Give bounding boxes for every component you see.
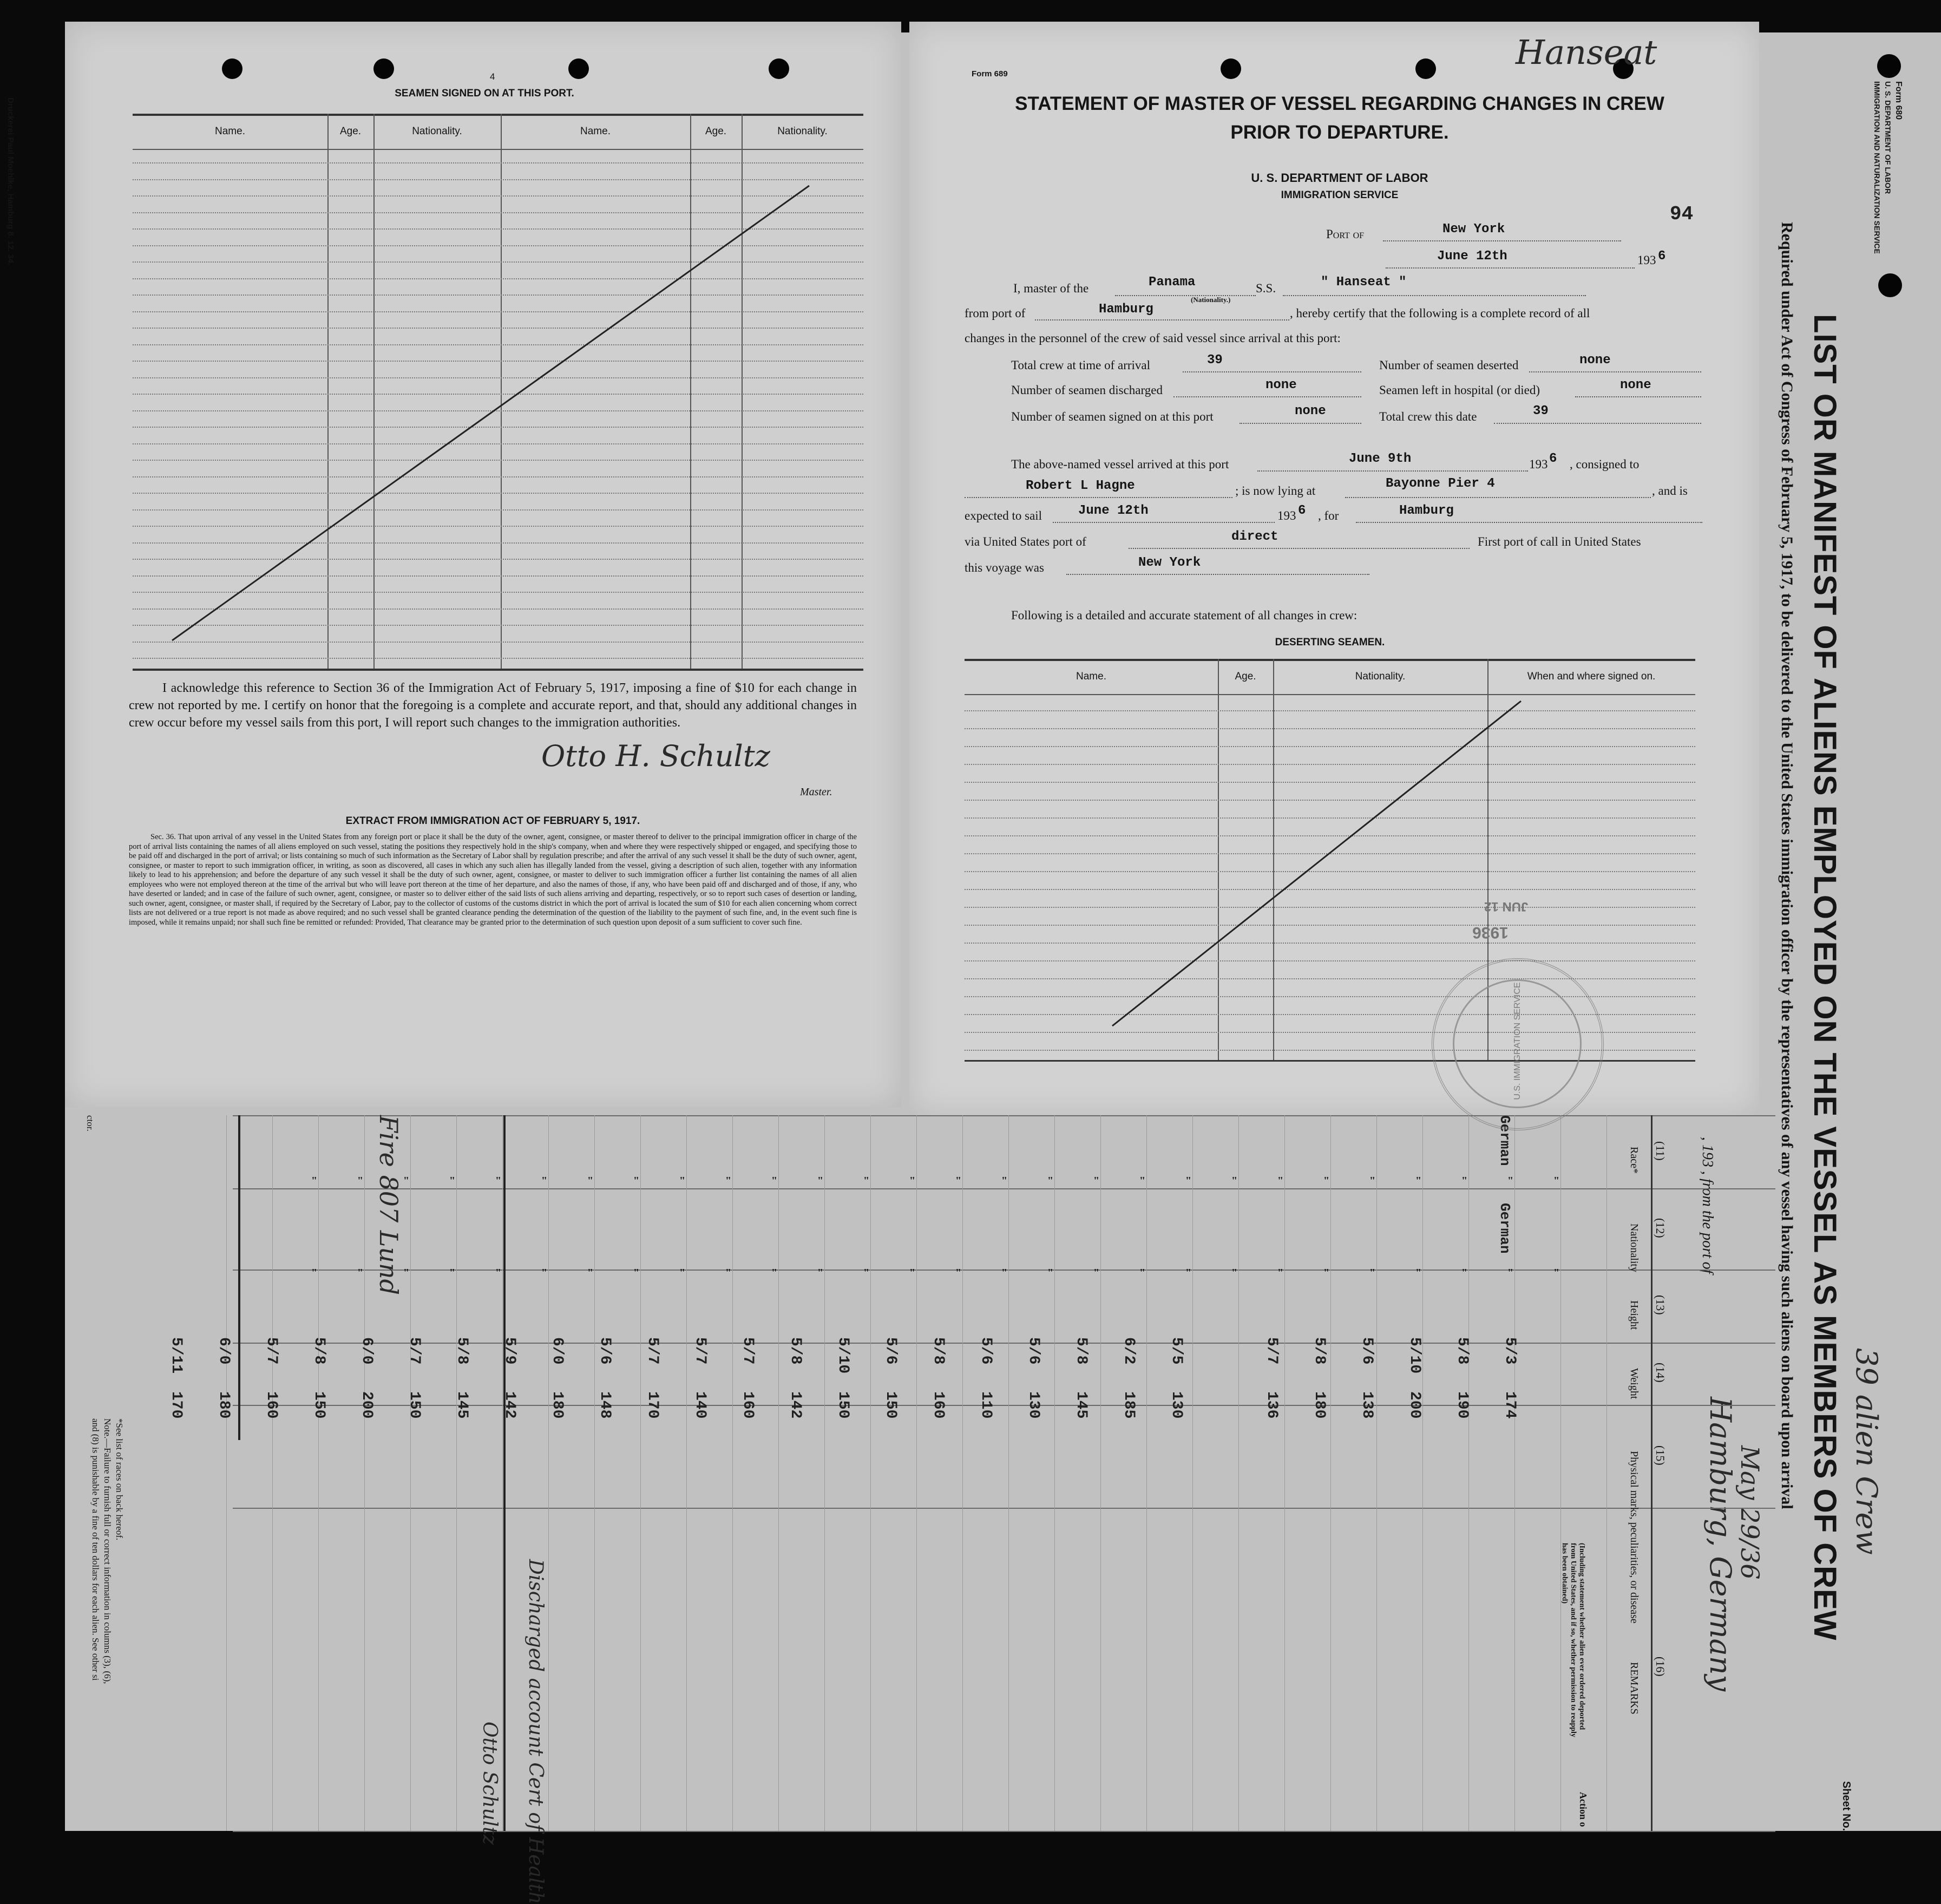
ditto-mark: " bbox=[1461, 1175, 1468, 1187]
year-prefix: 193 bbox=[1637, 253, 1656, 267]
ditto-mark: " bbox=[357, 1267, 364, 1279]
printer-imprint: Druckerei Paul Moehlke, Hamburg 8. 12. 34. bbox=[6, 97, 15, 266]
weight-cell: 180 bbox=[549, 1391, 566, 1419]
nationality-caption: (Nationality.) bbox=[1191, 296, 1231, 304]
ditto-mark: " bbox=[587, 1267, 594, 1279]
height-cell: 5/7 bbox=[263, 1337, 280, 1365]
weight-cell: 140 bbox=[692, 1391, 709, 1419]
manifest-column-header: REMARKS bbox=[1628, 1662, 1640, 1715]
discharged-label: Number of seamen discharged bbox=[1011, 383, 1163, 397]
column-header: Nationality. bbox=[777, 126, 828, 137]
height-cell: 5/9 bbox=[501, 1337, 518, 1365]
height-cell: 5/6 bbox=[1359, 1337, 1375, 1365]
ditto-mark: " bbox=[1231, 1175, 1238, 1187]
ditto-mark: " bbox=[817, 1175, 824, 1187]
weight-cell: 145 bbox=[454, 1391, 470, 1419]
ditto-mark: " bbox=[955, 1267, 962, 1279]
ditto-mark: " bbox=[909, 1175, 916, 1187]
handwritten-arrival-date: May 29/36 bbox=[1735, 1445, 1765, 1580]
height-cell: 5/10 bbox=[835, 1337, 851, 1374]
consignee-value: Robert L Hagne bbox=[1026, 479, 1135, 493]
footnote-races: *See list of races on back hereof. bbox=[114, 1418, 124, 1541]
ditto-mark: " bbox=[1507, 1267, 1514, 1279]
height-cell: 5/8 bbox=[311, 1337, 327, 1365]
action-header: Action o bbox=[1578, 1792, 1589, 1827]
weight-cell: 145 bbox=[1073, 1391, 1090, 1419]
height-cell: 5/3 bbox=[1501, 1337, 1518, 1365]
arrived-label: The above-named vessel arrived at this port bbox=[1011, 457, 1229, 471]
ditto-mark: " bbox=[863, 1267, 870, 1279]
ditto-mark: " bbox=[1369, 1267, 1376, 1279]
consigned-label: , consigned to bbox=[1570, 457, 1640, 471]
manifest-column-header: Physical marks, peculiarities, or disease bbox=[1628, 1451, 1640, 1624]
ditto-mark: " bbox=[1323, 1175, 1330, 1187]
ditto-mark: " bbox=[403, 1267, 410, 1279]
ditto-mark: " bbox=[725, 1175, 732, 1187]
handwritten-ship-name: Hanseat bbox=[1516, 32, 1657, 72]
deserting-title: DESERTING SEAMEN. bbox=[1275, 637, 1385, 648]
manifest-department: U. S. DEPARTMENT OF LABOR bbox=[1884, 81, 1892, 194]
ditto-mark: " bbox=[1553, 1175, 1560, 1187]
signature-role: Master. bbox=[800, 786, 832, 798]
stamp-ring-text: U.S. IMMIGRATION SERVICE bbox=[1513, 982, 1522, 1100]
acknowledgement-text: I acknowledge this reference to Section 36 of the Immigration Act of February 5, 1917, imposing a fine of $10 for each change in crew not reported by me. I certify on honor that the foregoing is a complete and accurate report, and that, should any additional changes in crew occur before my vessel sails from this port, I will report such changes to the immigration authorities. bbox=[129, 681, 857, 730]
ditto-mark: " bbox=[1461, 1267, 1468, 1279]
manifest-service: IMMIGRATION AND NATURALIZATION SERVICE bbox=[1873, 81, 1881, 254]
ditto-mark: " bbox=[679, 1267, 686, 1279]
manifest-column-header: Height bbox=[1628, 1300, 1640, 1330]
weight-cell: 180 bbox=[1311, 1391, 1328, 1419]
total-crew-date-value: 39 bbox=[1533, 404, 1549, 418]
column-header: Nationality. bbox=[412, 126, 462, 137]
weight-cell: 160 bbox=[930, 1391, 947, 1419]
weight-cell: 138 bbox=[1359, 1391, 1375, 1419]
height-cell: 5/6 bbox=[596, 1337, 613, 1365]
form-number: Form 689 bbox=[972, 69, 1008, 78]
hospital-label: Seamen left in hospital (or died) bbox=[1379, 383, 1540, 397]
department-name: U. S. DEPARTMENT OF LABOR bbox=[1251, 171, 1428, 185]
column-header: Name. bbox=[580, 126, 611, 137]
height-cell: 5/8 bbox=[930, 1337, 947, 1365]
remarks-note: (Including statement whether alien ever ordered deported from United States, and if so, whether permission to reapply has been obtained) bbox=[1560, 1543, 1586, 1737]
and-is-label: , and is bbox=[1652, 484, 1688, 498]
ditto-mark: " bbox=[1231, 1267, 1238, 1279]
manifest-column-number: (12) bbox=[1654, 1218, 1667, 1238]
year-suffix-expected: 6 bbox=[1298, 503, 1306, 518]
expected-value: June 12th bbox=[1078, 503, 1149, 518]
weight-cell: 142 bbox=[787, 1391, 804, 1419]
footnote-fine: and (8) is punishable by a fine of ten dollars for each alien. See other si bbox=[90, 1418, 101, 1681]
manifest-column-header: Nationality bbox=[1628, 1223, 1640, 1272]
from-port-label: from port of bbox=[965, 306, 1026, 320]
ditto-mark: " bbox=[357, 1175, 364, 1187]
form-title-line1: STATEMENT OF MASTER OF VESSEL REGARDING CHANGES IN CREW bbox=[1015, 93, 1664, 114]
manifest-column-number: (14) bbox=[1654, 1363, 1667, 1383]
weight-cell: 136 bbox=[1263, 1391, 1280, 1419]
punch-hole bbox=[1877, 54, 1901, 78]
height-cell: 6/0 bbox=[215, 1337, 232, 1365]
height-cell: 5/8 bbox=[787, 1337, 804, 1365]
ditto-mark: " bbox=[1323, 1267, 1330, 1279]
weight-cell: 130 bbox=[1025, 1391, 1042, 1419]
height-cell: 5/7 bbox=[1263, 1337, 1280, 1365]
height-cell: 5/7 bbox=[739, 1337, 756, 1365]
ditto-mark: " bbox=[587, 1175, 594, 1187]
ditto-mark: " bbox=[909, 1267, 916, 1279]
arrived-value: June 9th bbox=[1349, 452, 1412, 466]
weight-cell: 190 bbox=[1454, 1391, 1471, 1419]
ditto-mark: " bbox=[1093, 1267, 1100, 1279]
seamen-signed-title: SEAMEN SIGNED ON AT THIS PORT. bbox=[395, 88, 574, 99]
ditto-mark: " bbox=[541, 1267, 548, 1279]
height-cell: 6/2 bbox=[1120, 1337, 1137, 1365]
handwritten-remark-discharged: Discharged account Cert of Health bbox=[524, 1559, 547, 1904]
deserted-label: Number of seamen deserted bbox=[1379, 358, 1519, 372]
ditto-mark: " bbox=[495, 1175, 502, 1187]
weight-cell: 174 bbox=[1501, 1391, 1518, 1419]
height-cell: 6/0 bbox=[549, 1337, 566, 1365]
height-cell: 5/8 bbox=[454, 1337, 470, 1365]
ditto-mark: " bbox=[495, 1267, 502, 1279]
page-number: 4 bbox=[490, 71, 495, 82]
manifest-column-header: Race* bbox=[1628, 1147, 1640, 1174]
ditto-mark: " bbox=[1277, 1175, 1284, 1187]
ditto-mark: " bbox=[1139, 1175, 1146, 1187]
weight-cell: 148 bbox=[596, 1391, 613, 1419]
manifest-column-number: (15) bbox=[1654, 1445, 1667, 1465]
ditto-mark: " bbox=[771, 1175, 778, 1187]
total-crew-arrival-label: Total crew at time of arrival bbox=[1011, 358, 1151, 372]
ditto-mark: " bbox=[863, 1175, 870, 1187]
nationality-value: Panama bbox=[1149, 275, 1196, 290]
ditto-mark: " bbox=[1415, 1267, 1422, 1279]
year-suffix: 6 bbox=[1658, 249, 1666, 264]
signed-on-value: none bbox=[1295, 404, 1326, 418]
immigration-stamp bbox=[1432, 958, 1604, 1130]
manifest-subtitle: Required under Act of Congress of February 5, 1917, to be delivered to the United States immigration officer by the representatives of any vessel having such aliens on board upon arrival bbox=[1778, 222, 1796, 1509]
first-port-label: First port of call in United States bbox=[1478, 535, 1641, 548]
ditto-mark: " bbox=[1047, 1175, 1054, 1187]
year-label-expected: 193 bbox=[1277, 509, 1296, 522]
weight-cell: 160 bbox=[739, 1391, 756, 1419]
height-cell: 5/6 bbox=[1025, 1337, 1042, 1365]
page-number-94: 94 bbox=[1670, 203, 1694, 225]
for-value: Hamburg bbox=[1399, 503, 1454, 518]
from-port-value: Hamburg bbox=[1099, 302, 1153, 317]
total-crew-date-label: Total crew this date bbox=[1379, 410, 1477, 423]
weight-cell: 150 bbox=[406, 1391, 423, 1419]
handwritten-crew-count: 39 alien Crew bbox=[1850, 1348, 1884, 1555]
weight-cell: 110 bbox=[978, 1391, 994, 1419]
ditto-mark: " bbox=[633, 1267, 640, 1279]
height-cell: 5/8 bbox=[1311, 1337, 1328, 1365]
ditto-mark: " bbox=[1369, 1175, 1376, 1187]
ditto-mark: " bbox=[1093, 1175, 1100, 1187]
footnote-note: Note.—Failure to furnish full or correct information in columns (3), (6), bbox=[102, 1418, 113, 1684]
ditto-mark: " bbox=[955, 1175, 962, 1187]
discharged-value: none bbox=[1265, 378, 1297, 392]
total-crew-arrival-value: 39 bbox=[1207, 353, 1223, 368]
ditto-mark: " bbox=[1415, 1175, 1422, 1187]
ditto-mark: " bbox=[1139, 1267, 1146, 1279]
following-text: Following is a detailed and accurate statement of all changes in crew: bbox=[1011, 609, 1358, 622]
weight-cell: 170 bbox=[168, 1391, 185, 1419]
ditto-mark: " bbox=[1047, 1267, 1054, 1279]
ditto-mark: " bbox=[725, 1267, 732, 1279]
height-cell: 5/6 bbox=[978, 1337, 994, 1365]
certify-text: , hereby certify that the following is a complete record of all bbox=[1290, 306, 1590, 320]
handwritten-remark-fire: Fire 807 Lund bbox=[374, 1115, 403, 1295]
ditto-mark: " bbox=[679, 1175, 686, 1187]
deserting-column-header: Age. bbox=[1235, 671, 1256, 682]
race-first: German bbox=[1497, 1115, 1513, 1166]
voyage-value: New York bbox=[1138, 555, 1201, 570]
height-cell: 5/8 bbox=[1454, 1337, 1471, 1365]
handwritten-remark-signature: Otto Schultz bbox=[478, 1722, 501, 1845]
weight-cell: 142 bbox=[501, 1391, 518, 1419]
hospital-value: none bbox=[1620, 378, 1651, 392]
manifest-column-number: (13) bbox=[1654, 1295, 1667, 1315]
service-name: IMMIGRATION SERVICE bbox=[1281, 189, 1399, 201]
lying-label: ; is now lying at bbox=[1235, 484, 1316, 498]
ditto-mark: " bbox=[771, 1267, 778, 1279]
nationality-first: German bbox=[1497, 1203, 1513, 1254]
ditto-mark: " bbox=[1185, 1267, 1192, 1279]
master-of-label: I, master of the bbox=[1013, 282, 1089, 295]
vessel-value: " Hanseat " bbox=[1321, 275, 1407, 290]
year-label-arrived: 193 bbox=[1529, 457, 1548, 471]
manifest-title: LIST OR MANIFEST OF ALIENS EMPLOYED ON THE VESSEL AS MEMBERS OF CREW bbox=[1807, 314, 1842, 1641]
height-cell: 5/7 bbox=[644, 1337, 661, 1365]
ditto-mark: " bbox=[1553, 1267, 1560, 1279]
form-title-line2: PRIOR TO DEPARTURE. bbox=[1230, 122, 1449, 143]
deserting-column-header: Name. bbox=[1076, 671, 1106, 682]
height-cell: 5/6 bbox=[882, 1337, 899, 1365]
weight-cell: 160 bbox=[263, 1391, 280, 1419]
height-cell: 5/7 bbox=[406, 1337, 423, 1365]
ditto-mark: " bbox=[817, 1267, 824, 1279]
from-port-text: , 193 , from the port of bbox=[1699, 1137, 1716, 1274]
manifest-column-number: (16) bbox=[1654, 1657, 1667, 1677]
sheet-number-label: Sheet No. bbox=[1840, 1781, 1852, 1831]
weight-cell: 185 bbox=[1120, 1391, 1137, 1419]
height-cell: 5/7 bbox=[692, 1337, 709, 1365]
ditto-mark: " bbox=[449, 1267, 456, 1279]
manifest-column-header: Weight bbox=[1628, 1368, 1640, 1399]
via-label: via United States port of bbox=[965, 535, 1086, 548]
weight-cell: 150 bbox=[882, 1391, 899, 1419]
lying-value: Bayonne Pier 4 bbox=[1386, 476, 1495, 491]
height-cell: 6/0 bbox=[358, 1337, 375, 1365]
year-suffix-arrived: 6 bbox=[1549, 452, 1557, 466]
weight-cell: 180 bbox=[215, 1391, 232, 1419]
left-edge-fragment: ctor. bbox=[85, 1115, 95, 1131]
deserted-value: none bbox=[1579, 353, 1611, 368]
ditto-mark: " bbox=[1185, 1175, 1192, 1187]
ditto-mark: " bbox=[1001, 1175, 1008, 1187]
ditto-mark: " bbox=[311, 1175, 318, 1187]
expected-label: expected to sail bbox=[965, 509, 1042, 522]
via-value: direct bbox=[1231, 529, 1278, 544]
manifest-form-number: Form 680 bbox=[1894, 81, 1903, 120]
stamp-year: 1936 bbox=[1472, 924, 1509, 941]
height-cell: 5/8 bbox=[1073, 1337, 1090, 1365]
ditto-mark: " bbox=[449, 1175, 456, 1187]
port-label: Port of bbox=[1326, 227, 1365, 241]
height-cell: 5/11 bbox=[168, 1337, 185, 1374]
handwritten-port: Hamburg, Germany bbox=[1703, 1397, 1737, 1692]
deserting-column-header: Nationality. bbox=[1355, 671, 1406, 682]
weight-cell: 150 bbox=[835, 1391, 851, 1419]
master-signature: Otto H. Schultz bbox=[541, 739, 770, 773]
signed-on-label: Number of seamen signed on at this port bbox=[1011, 410, 1214, 423]
column-header: Age. bbox=[339, 126, 362, 137]
ditto-mark: " bbox=[633, 1175, 640, 1187]
column-header: Age. bbox=[705, 126, 727, 137]
date-value: June 12th bbox=[1437, 249, 1507, 264]
ditto-mark: " bbox=[403, 1175, 410, 1187]
port-value: New York bbox=[1442, 222, 1505, 237]
vessel-prefix: S.S. bbox=[1256, 282, 1276, 295]
ditto-mark: " bbox=[311, 1267, 318, 1279]
ditto-mark: " bbox=[541, 1175, 548, 1187]
height-cell: 5/10 bbox=[1406, 1337, 1423, 1374]
for-label: , for bbox=[1318, 509, 1339, 522]
deserting-column-header: When and where signed on. bbox=[1527, 671, 1656, 682]
weight-cell: 130 bbox=[1168, 1391, 1185, 1419]
weight-cell: 170 bbox=[644, 1391, 661, 1419]
punch-hole bbox=[1878, 273, 1902, 297]
manifest-column-number: (11) bbox=[1654, 1141, 1667, 1161]
changes-text: changes in the personnel of the crew of said vessel since arrival at this port: bbox=[965, 331, 1341, 345]
extract-title: EXTRACT FROM IMMIGRATION ACT OF FEBRUARY 5, 1917. bbox=[345, 815, 640, 827]
weight-cell: 150 bbox=[311, 1391, 327, 1419]
voyage-label: this voyage was bbox=[965, 561, 1044, 574]
height-cell: 5/5 bbox=[1168, 1337, 1185, 1365]
column-header: Name. bbox=[215, 126, 245, 137]
stamp-month: JUN 12 bbox=[1484, 899, 1529, 914]
weight-cell: 200 bbox=[1406, 1391, 1423, 1419]
extract-text: Sec. 36. That upon arrival of any vessel in the United States from any foreign port or place it shall be the duty of the owner, agent, consignee, or master thereof to deliver to the principal immigration officer in charge of the port of arrival lists containing the names of all aliens employed on such vessel, stating the positions they respectively hold in the ship's company, when and where they were respectively shipped or engaged, and specifying those to be paid off and discharged in the port of arrival; or lists containing so much of such information as the Secretary of Labor shall by regulation prescribe; and after the arrival of any such vessel it shall be the duty of such owner, agent, consignee, or master to report to such immigration officer, in writing, as soon as discovered, all cases in which any such alien has illegally landed from the vessel, giving a description of such alien, together with any information likely to lead to his apprehension; and before the departure of any such vessel it shall be the duty of such owner, agent, consignee, or master to deliver to such immigration officer a further list containing the names of all alien employees who were not employed thereon at the time of the arrival but who will leave port thereon at the time of her departure, and also the names of those, if any, who have been paid off and discharged and of those, if any, who have deserted or landed; and in case of the failure of such owner, agent, consignee, or master so to deliver either of the said lists of such aliens arriving and departing, respectively, or so to report such cases of desertion or landing, such owner, agent, consignee, or master shall, if required by the Secretary of Labor, pay to the collector of customs of the customs district in which the port of arrival is located the sum of $10 for each alien concerning whom correct lists are not delivered or a true report is not made as above required; and no such vessel shall be granted clearance pending the determination of the question of the liability to the payment of such fine, and, in the event such fine is imposed, while it remains unpaid; nor shall such fine be remitted or refunded: Provided, That clearance may be granted prior to the determination of such question upon deposit of a sum sufficient to cover such fine. bbox=[129, 833, 857, 927]
ditto-mark: " bbox=[1277, 1267, 1284, 1279]
ditto-mark: " bbox=[1507, 1175, 1514, 1187]
ditto-mark: " bbox=[1001, 1267, 1008, 1279]
weight-cell: 200 bbox=[358, 1391, 375, 1419]
